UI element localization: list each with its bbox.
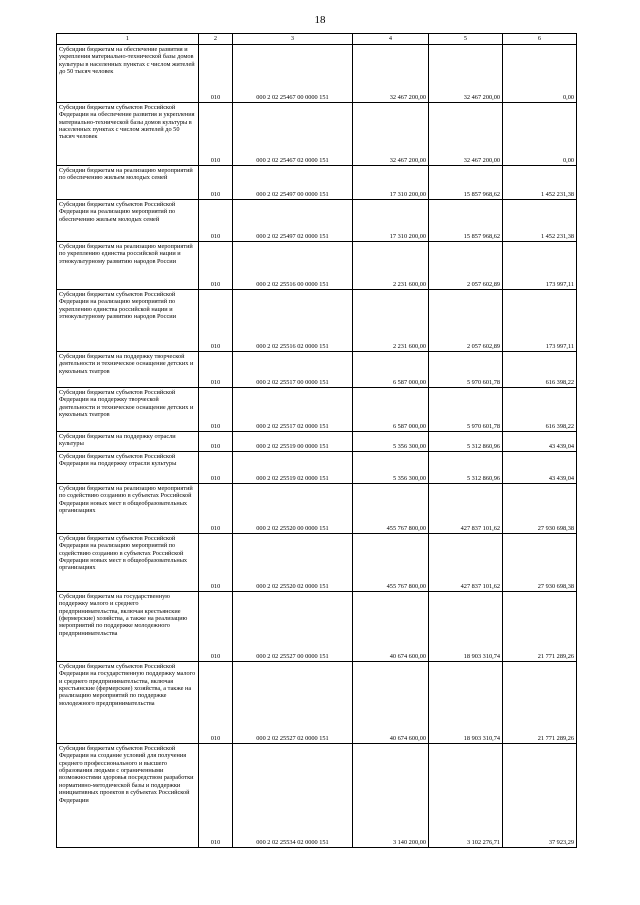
- table-row: [57, 200, 577, 242]
- row-executed: 18 903 310,74: [429, 662, 503, 744]
- row-budget-code: 000 2 02 25467 00 0000 151: [233, 45, 353, 103]
- row-line-code: 010: [199, 534, 233, 592]
- table-row: [57, 534, 577, 592]
- column-header-budget-code: 3: [233, 34, 353, 45]
- row-name: Субсидии бюджетам на обеспечение развития и укрепления материально-технической базы домов культуры в населенных пунктах с числом жителей до 50 тысяч человек: [57, 45, 199, 103]
- table-row: [57, 662, 577, 744]
- row-executed: 32 467 200,00: [429, 103, 503, 166]
- row-line-code: 010: [199, 45, 233, 103]
- row-unexecuted: 27 930 698,38: [503, 484, 577, 534]
- table-row: [57, 432, 577, 452]
- row-approved: 17 310 200,00: [353, 200, 429, 242]
- row-unexecuted: 21 771 289,26: [503, 592, 577, 662]
- row-approved: 5 356 300,00: [353, 452, 429, 484]
- table-row: [57, 45, 577, 103]
- row-unexecuted: 21 771 289,26: [503, 662, 577, 744]
- row-executed: 32 467 200,00: [429, 45, 503, 103]
- row-unexecuted: 173 997,11: [503, 242, 577, 290]
- row-approved: 3 140 200,00: [353, 744, 429, 848]
- row-budget-code: 000 2 02 25516 00 0000 151: [233, 242, 353, 290]
- row-unexecuted: 173 997,11: [503, 290, 577, 352]
- table-row: [57, 242, 577, 290]
- row-name: Субсидии бюджетам на реализацию мероприятий по обеспечению жильем молодых семей: [57, 166, 199, 200]
- row-executed: 427 837 101,62: [429, 484, 503, 534]
- row-name: Субсидии бюджетам субъектов Российской Федерации на реализацию мероприятий по укреплению единства российской нации и этнокультурному развитию народов России: [57, 290, 199, 352]
- row-unexecuted: 43 439,04: [503, 452, 577, 484]
- row-name: Субсидии бюджетам на государственную поддержку малого и среднего предпринимательства, включая крестьянские (фермерские) хозяйства, а также на реализацию мероприятий по поддержке молодежного предпринимательства: [57, 592, 199, 662]
- row-executed: 5 970 601,78: [429, 388, 503, 432]
- row-unexecuted: 27 930 698,38: [503, 534, 577, 592]
- row-executed: 5 970 601,78: [429, 352, 503, 388]
- row-line-code: 010: [199, 388, 233, 432]
- row-name: Субсидии бюджетам субъектов Российской Федерации на создание условий для получения среднего профессионального и высшего образования людьми с ограниченными возможностями здоровья посредством разработки нормативно-методической базы и поддержки инициативных проектов в субъектах Российской Федерации: [57, 744, 199, 848]
- row-name: Субсидии бюджетам субъектов Российской Федерации на реализацию мероприятий по обеспечению жильем молодых семей: [57, 200, 199, 242]
- row-name: Субсидии бюджетам субъектов Российской Федерации на поддержку отрасли культуры: [57, 452, 199, 484]
- row-budget-code: 000 2 02 25519 00 0000 151: [233, 432, 353, 452]
- row-name: Субсидии бюджетам субъектов Российской Федерации на обеспечение развития и укрепления материально-технической базы домов культуры в населенных пунктах с числом жителей до 50 тысяч человек: [57, 103, 199, 166]
- row-unexecuted: 0,00: [503, 45, 577, 103]
- row-line-code: 010: [199, 290, 233, 352]
- table-row: [57, 290, 577, 352]
- row-name: Субсидии бюджетам субъектов Российской Федерации на реализацию мероприятий по содействию созданию в субъектах Российской Федерации новых мест в общеобразовательных организациях: [57, 534, 199, 592]
- row-line-code: 010: [199, 484, 233, 534]
- column-header-line-code: 2: [199, 34, 233, 45]
- row-budget-code: 000 2 02 25497 00 0000 151: [233, 166, 353, 200]
- row-name: Субсидии бюджетам на реализацию мероприятий по укреплению единства российской нации и этнокультурному развитию народов России: [57, 242, 199, 290]
- row-line-code: 010: [199, 662, 233, 744]
- row-executed: 5 312 860,96: [429, 432, 503, 452]
- row-line-code: 010: [199, 744, 233, 848]
- row-line-code: 010: [199, 452, 233, 484]
- page-number: 18: [314, 14, 326, 26]
- row-line-code: 010: [199, 432, 233, 452]
- row-name: Субсидии бюджетам на поддержку отрасли культуры: [57, 432, 199, 452]
- row-executed: 2 057 602,89: [429, 242, 503, 290]
- row-unexecuted: 37 923,29: [503, 744, 577, 848]
- row-approved: 40 674 600,00: [353, 592, 429, 662]
- row-budget-code: 000 2 02 25520 00 0000 151: [233, 484, 353, 534]
- table-row: [57, 484, 577, 534]
- row-name: Субсидии бюджетам субъектов Российской Федерации на государственную поддержку малого и среднего предпринимательства, включая крестьянские (фермерские) хозяйства, а также на реализацию мероприятий по поддержке молодежного предпринимательства: [57, 662, 199, 744]
- row-budget-code: 000 2 02 25527 00 0000 151: [233, 592, 353, 662]
- row-unexecuted: 616 398,22: [503, 388, 577, 432]
- row-line-code: 010: [199, 103, 233, 166]
- row-line-code: 010: [199, 592, 233, 662]
- row-budget-code: 000 2 02 25534 02 0000 151: [233, 744, 353, 848]
- column-header-unexecuted: 6: [503, 34, 577, 45]
- row-approved: 17 310 200,00: [353, 166, 429, 200]
- row-budget-code: 000 2 02 25517 00 0000 151: [233, 352, 353, 388]
- row-budget-code: 000 2 02 25516 02 0000 151: [233, 290, 353, 352]
- row-name: Субсидии бюджетам на поддержку творческой деятельности и техническое оснащение детских и кукольных театров: [57, 352, 199, 388]
- row-unexecuted: 43 439,04: [503, 432, 577, 452]
- table-row: [57, 388, 577, 432]
- row-unexecuted: 1 452 231,38: [503, 166, 577, 200]
- row-approved: 5 356 300,00: [353, 432, 429, 452]
- row-budget-code: 000 2 02 25467 02 0000 151: [233, 103, 353, 166]
- row-approved: 455 767 800,00: [353, 534, 429, 592]
- column-header-executed: 5: [429, 34, 503, 45]
- row-name: Субсидии бюджетам субъектов Российской Федерации на поддержку творческой деятельности и техническое оснащение детских и кукольных театров: [57, 388, 199, 432]
- row-approved: 6 587 000,00: [353, 352, 429, 388]
- table-row: [57, 592, 577, 662]
- row-unexecuted: 1 452 231,38: [503, 200, 577, 242]
- row-executed: 15 857 968,62: [429, 166, 503, 200]
- row-executed: 15 857 968,62: [429, 200, 503, 242]
- row-name: Субсидии бюджетам на реализацию мероприятий по содействию созданию в субъектах Российской Федерации новых мест в общеобразовательных организациях: [57, 484, 199, 534]
- table-row: [57, 103, 577, 166]
- table-row: [57, 352, 577, 388]
- row-approved: 2 231 600,00: [353, 290, 429, 352]
- row-line-code: 010: [199, 166, 233, 200]
- row-approved: 32 467 200,00: [353, 45, 429, 103]
- table-row: [57, 744, 577, 848]
- row-budget-code: 000 2 02 25497 02 0000 151: [233, 200, 353, 242]
- row-executed: 3 102 276,71: [429, 744, 503, 848]
- row-unexecuted: 0,00: [503, 103, 577, 166]
- row-budget-code: 000 2 02 25517 02 0000 151: [233, 388, 353, 432]
- table-row: [57, 166, 577, 200]
- row-line-code: 010: [199, 242, 233, 290]
- row-unexecuted: 616 398,22: [503, 352, 577, 388]
- table-header-row: [57, 34, 577, 45]
- row-line-code: 010: [199, 200, 233, 242]
- row-budget-code: 000 2 02 25527 02 0000 151: [233, 662, 353, 744]
- row-executed: 427 837 101,62: [429, 534, 503, 592]
- row-budget-code: 000 2 02 25520 02 0000 151: [233, 534, 353, 592]
- row-line-code: 010: [199, 352, 233, 388]
- row-executed: 18 903 310,74: [429, 592, 503, 662]
- row-executed: 5 312 860,96: [429, 452, 503, 484]
- table-row: [57, 452, 577, 484]
- budget-table: [56, 33, 577, 848]
- row-executed: 2 057 602,89: [429, 290, 503, 352]
- row-approved: 6 587 000,00: [353, 388, 429, 432]
- column-header-approved: 4: [353, 34, 429, 45]
- row-approved: 455 767 800,00: [353, 484, 429, 534]
- row-budget-code: 000 2 02 25519 02 0000 151: [233, 452, 353, 484]
- row-approved: 40 674 600,00: [353, 662, 429, 744]
- row-approved: 32 467 200,00: [353, 103, 429, 166]
- row-approved: 2 231 600,00: [353, 242, 429, 290]
- column-header-name: 1: [57, 34, 199, 45]
